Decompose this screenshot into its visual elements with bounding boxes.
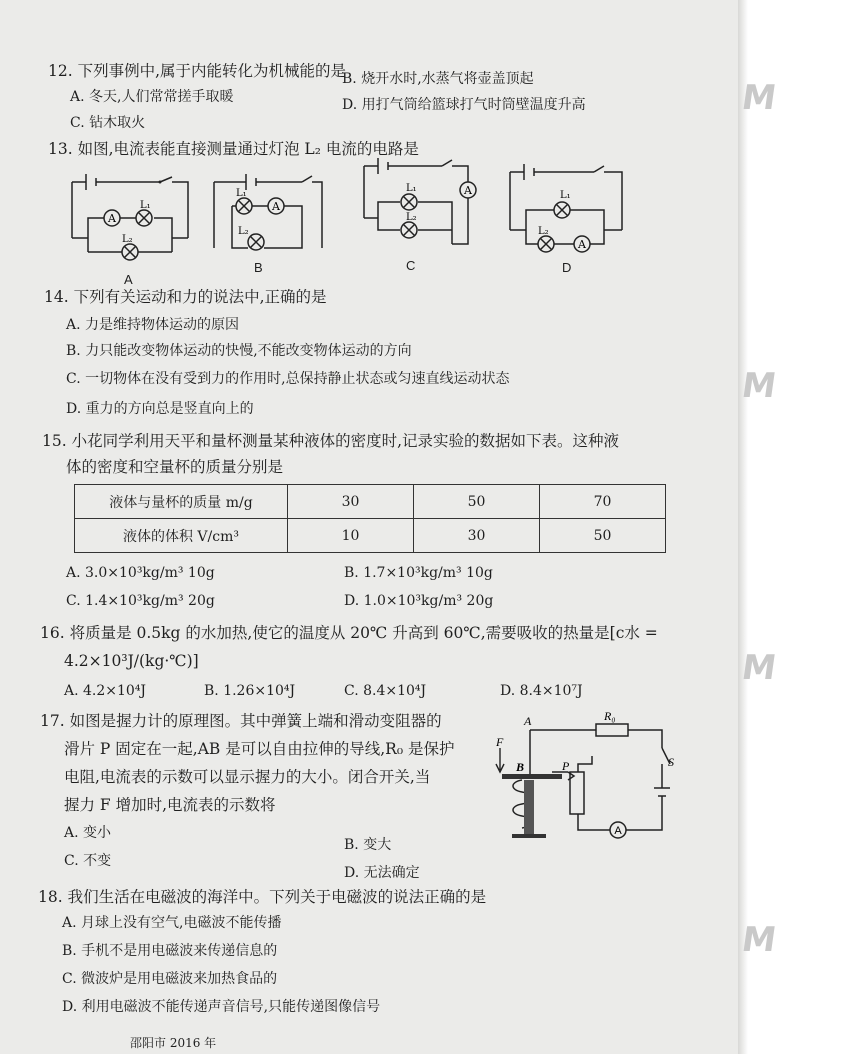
q17-stem-line3: 电阻,电流表的示数可以显示握力的大小。闭合开关,当: [64, 768, 431, 786]
ammeter-symbol: A: [272, 200, 280, 213]
q18-option-d: D. 利用电磁波不能传递声音信号,只能传递图像信号: [62, 999, 381, 1015]
row-label-volume: 液体的体积 V/cm³: [75, 519, 288, 553]
lamp-l1-label: L₁: [560, 190, 571, 201]
page-footer: 邵阳市 2016 年: [130, 1036, 217, 1050]
row-label-mass: 液体与量杯的质量 m/g: [75, 485, 288, 519]
q14-option-c: C. 一切物体在没有受到力的作用时,总保持静止状态或匀速直线运动状态: [66, 371, 510, 387]
q17-stem-line2: 滑片 P 固定在一起,AB 是可以自由拉伸的导线,R₀ 是保护: [64, 740, 455, 758]
q12-stem: 12. 下列事例中,属于内能转化为机械能的是: [48, 62, 347, 80]
ammeter-symbol: A: [108, 212, 116, 225]
q15-option-b: B. 1.7×10³kg/m³ 10g: [344, 565, 493, 581]
q18-stem: 18. 我们生活在电磁波的海洋中。下列关于电磁波的说法正确的是: [38, 888, 487, 906]
lamp-l2-label: L₂: [538, 226, 549, 237]
lamp-l2-label: L₂: [406, 212, 417, 223]
table-row: [75, 485, 666, 519]
circuit-c-label: C: [406, 258, 416, 273]
grip-meter-diagram: [496, 709, 676, 864]
q12-option-b: B. 烧开水时,水蒸气将壶盖顶起: [342, 71, 534, 87]
q13-stem: 13. 如图,电流表能直接测量通过灯泡 L₂ 电流的电路是: [48, 140, 419, 158]
point-a-label: A: [524, 714, 532, 728]
q17-option-a: A. 变小: [64, 825, 112, 841]
lamp-l2-label: L₂: [122, 234, 133, 245]
q16-stem-line1: 16. 将质量是 0.5kg 的水加热,使它的温度从 20℃ 升高到 60℃,需要吸收的热量是[c水 =: [40, 624, 658, 642]
table-cell: 50: [414, 485, 540, 519]
resistor-r0-label: R₀: [604, 709, 616, 723]
lamp-l2-label: L₂: [238, 226, 249, 237]
q16-option-a: A. 4.2×10⁴J: [64, 683, 147, 699]
q18-option-b: B. 手机不是用电磁波来传递信息的: [62, 943, 278, 959]
density-data-table: [74, 484, 666, 553]
q18-option-c: C. 微波炉是用电磁波来加热食品的: [62, 971, 278, 987]
q15-stem-line2: 体的密度和空量杯的质量分别是: [66, 458, 284, 476]
q17-stem-line1: 17. 如图是握力计的原理图。其中弹簧上端和滑动变阻器的: [40, 712, 442, 730]
circuit-d-diagram: [504, 160, 634, 260]
q17-option-b: B. 变大: [344, 837, 392, 853]
switch-s-label: S: [668, 755, 674, 769]
watermark-logo: M: [739, 920, 777, 960]
q18-option-a: A. 月球上没有空气,电磁波不能传播: [62, 915, 282, 931]
q15-option-d: D. 1.0×10³kg/m³ 20g: [344, 593, 494, 609]
q17-option-d: D. 无法确定: [344, 865, 420, 881]
circuit-a-label: A: [124, 272, 133, 287]
q12-option-d: D. 用打气筒给篮球打气时筒壁温度升高: [342, 97, 586, 113]
table-cell: 30: [414, 519, 540, 553]
circuit-b-label: B: [254, 260, 263, 275]
circuit-a-diagram: [60, 168, 200, 278]
watermark-logo: M: [739, 648, 777, 688]
slider-p-label: P: [562, 759, 570, 773]
circuit-b-diagram: [206, 162, 336, 262]
q12-option-c: C. 钻木取火: [70, 115, 146, 131]
table-cell: 10: [288, 519, 414, 553]
q16-option-d: D. 8.4×10⁷J: [500, 683, 583, 699]
q16-option-b: B. 1.26×10⁴J: [204, 683, 296, 699]
q12-option-a: A. 冬天,人们常常搓手取暖: [70, 89, 234, 105]
ammeter-symbol: A: [578, 238, 586, 251]
lamp-l1-label: L₁: [406, 183, 417, 194]
watermark-strip: [738, 0, 857, 1054]
q17-stem-line4: 握力 F 增加时,电流表的示数将: [64, 796, 276, 814]
q16-stem-line2: 4.2×10³J/(kg·℃)]: [64, 652, 199, 670]
table-cell: 30: [288, 485, 414, 519]
point-b-label: B: [516, 760, 525, 774]
lamp-l1-label: L₁: [140, 200, 151, 211]
circuit-c-diagram: [356, 158, 486, 258]
table-cell: 70: [540, 485, 666, 519]
watermark-logo: M: [739, 366, 777, 406]
q14-stem: 14. 下列有关运动和力的说法中,正确的是: [44, 288, 327, 306]
q14-option-a: A. 力是维持物体运动的原因: [66, 317, 240, 333]
lamp-l1-label: L₁: [236, 188, 247, 199]
q14-option-b: B. 力只能改变物体运动的快慢,不能改变物体运动的方向: [66, 343, 412, 359]
table-row: [75, 519, 666, 553]
watermark-logo: M: [739, 78, 777, 118]
force-f-label: F: [496, 735, 504, 749]
q15-stem-line1: 15. 小花同学利用天平和量杯测量某种液体的密度时,记录实验的数据如下表。这种液: [42, 432, 620, 450]
q15-option-a: A. 3.0×10³kg/m³ 10g: [66, 565, 215, 581]
q16-option-c: C. 8.4×10⁴J: [344, 683, 427, 699]
q17-option-c: C. 不变: [64, 853, 112, 869]
ammeter-symbol: A: [464, 184, 472, 197]
circuit-d-label: D: [562, 260, 572, 275]
q14-option-d: D. 重力的方向总是竖直向上的: [66, 401, 254, 417]
table-cell: 50: [540, 519, 666, 553]
q15-option-c: C. 1.4×10³kg/m³ 20g: [66, 593, 215, 609]
ammeter-symbol: A: [614, 825, 622, 837]
